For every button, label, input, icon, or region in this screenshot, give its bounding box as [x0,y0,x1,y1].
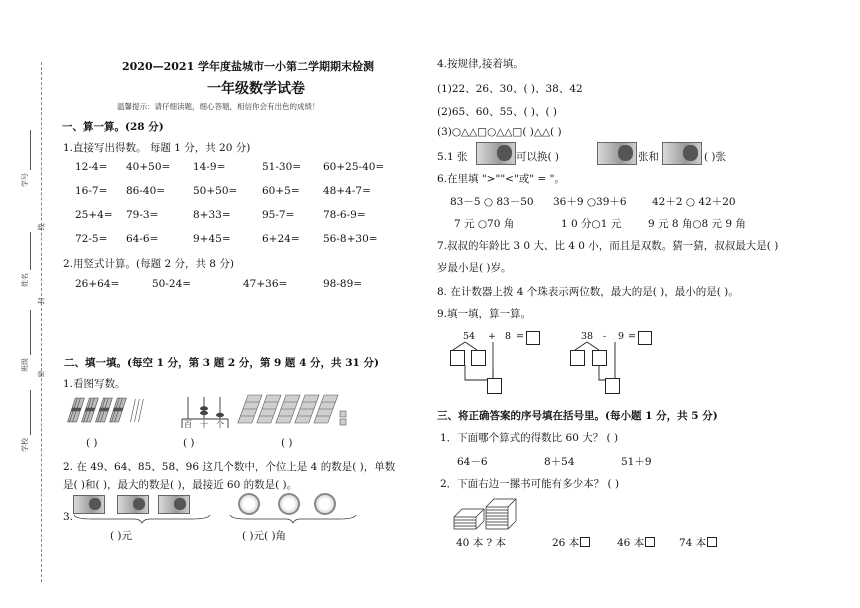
portrait-icon [618,145,633,161]
q9b-diff-box[interactable] [605,378,620,394]
portrait-icon [133,498,145,510]
oral-calc-item[interactable]: 8+33= [193,209,231,221]
s3-q1-opt-c[interactable]: 51＋9 [621,456,652,468]
exam-subtitle: 一年级数学试卷 [207,81,305,97]
oral-calc-item[interactable]: 51-30= [262,161,302,173]
vertical-calc-item[interactable]: 98-89= [323,278,363,290]
s3-q2-opt-a-box[interactable] [580,537,590,547]
s3-q1-text: 1．下面哪个算式的得数比 60 大？ ( ) [440,432,619,444]
q9b-num2: 9 [618,331,625,342]
vertical-calc-item[interactable]: 50-24= [152,278,192,290]
oral-calc-item[interactable]: 14-9= [193,161,226,173]
q4-text: 4.按规律,接着填。 [437,58,524,70]
vertical-calc-item[interactable]: 26+64= [75,278,120,290]
q6-r2-c[interactable]: 9 元 8 角○8 元 9 角 [648,218,746,230]
q9a-split-box-l[interactable] [450,350,465,366]
q2-1-blank-a[interactable]: ( ) [86,437,98,449]
cube-bundles-image [240,393,350,427]
oral-calc-item[interactable]: 86-40= [126,185,166,197]
q9b-op: - [603,331,607,342]
write-line [30,310,31,355]
abacus-tens: 十 [200,420,208,429]
s3-q2-opt-c[interactable] [679,535,717,550]
exam-title: 2020—2021 学年度盐城市一小第二学期期末检测 [122,60,375,73]
oral-calc-item[interactable]: 78-6-9= [323,209,366,221]
q5-part-b[interactable]: 可以换( ) [516,151,560,163]
oral-calc-item[interactable]: 79-3= [126,209,159,221]
mark-line: 线 [37,223,46,231]
write-line [30,390,31,435]
q1-2-text: 2.用竖式计算。(每题 2 分，共 8 分) [63,258,234,270]
school-label: 学校 [21,438,29,452]
mark-seal: 封 [37,297,46,305]
oral-calc-item[interactable]: 95-7= [262,209,295,221]
oral-calc-item[interactable]: 50+50= [193,185,238,197]
book-stacks-image [452,497,522,531]
q9a-result-box[interactable] [526,331,540,345]
oral-calc-item[interactable]: 12-4= [75,161,108,173]
oral-calc-item[interactable]: 64-6= [126,233,159,245]
s3-q2-opt-b-label: 46 本 [617,537,645,549]
s3-q2-opt-c-box[interactable] [707,537,717,547]
q2-3-blank-b[interactable]: ( )元( )角 [242,530,287,542]
section3-title: 三、将正确答案的序号填在括号里。(每小题 1 分，共 5 分) [437,410,718,422]
q5-part-a: 5.1 张 [437,151,468,163]
oral-calc-item[interactable]: 48+4-7= [323,185,371,197]
q2-1-blank-b[interactable]: ( ) [183,437,195,449]
q9b-eq: = [628,331,636,342]
q9b-split-box-l[interactable] [570,350,585,366]
s3-q1-opt-a[interactable]: 64－6 [457,456,488,468]
q1-1-text: 1.直接写出得数。 每题 1 分，共 20 分) [63,142,251,154]
q6-r2-b[interactable]: 1 0 分○1 元 [561,218,622,230]
q9-text: 9.填一填，算一算。 [437,308,532,320]
oral-calc-item[interactable]: 60+5= [262,185,300,197]
binding-line [41,62,42,582]
s3-q2-stack-labels: 40 本 ? 本 [456,537,507,549]
q6-r1-a[interactable]: 83－5 ○ 83－50 [450,196,534,208]
mark-dense: 密 [37,370,46,378]
s3-q2-opt-b[interactable] [617,535,655,550]
banknote-image [476,142,516,165]
vertical-calc-item[interactable]: 47+36= [243,278,288,290]
tip-text: 温馨提示：请仔细读题，细心答题，相信你会有出色的成绩！ [117,102,320,111]
s3-q2-text: 2．下面右边一摞书可能有多少本？ ( ) [440,478,620,490]
oral-calc-item[interactable]: 56-8+30= [323,233,378,245]
q9a-split-box-r[interactable] [471,350,486,366]
banknote-image [662,142,702,165]
coin-icon [314,493,336,515]
q5-part-d[interactable]: ( )张 [704,151,727,163]
q6-r1-c[interactable]: 42＋2 ○ 42＋20 [652,196,736,208]
q9a-num2: 8 [505,331,512,342]
q9b-num1: 38 [581,331,594,342]
q2-1-blank-c[interactable]: ( ) [281,437,293,449]
coin-icon [278,493,300,515]
portrait-icon [174,498,186,510]
q6-r1-b[interactable]: 36＋9 ○39＋6 [553,196,627,208]
name-label: 姓名 [21,273,29,287]
section1-title: 一、算一算。(28 分) [62,121,164,133]
q6-text: 6.在里填 ">""<"或" = "。 [437,173,565,185]
q4-3: (3)○△△□○△△□( )△△( ) [437,126,562,138]
s3-q2-opt-b-box[interactable] [645,537,655,547]
write-line [30,130,31,170]
q7-line1: 7.叔叔的年龄比 3 0 大、比 4 0 小，而且是双数。猜一猜，叔叔最大是( ) [437,240,779,252]
q9b-split-box-r[interactable] [592,350,607,366]
q2-2-line1: 2. 在 49、64、85、58、96 这几个数中，个位上是 4 的数是( )，单数 [63,461,396,473]
oral-calc-item[interactable]: 16-7= [75,185,108,197]
s3-q2-opt-c-label: 74 本 [679,537,707,549]
q4-1: (1)22、26、30、( )、38、42 [437,83,583,95]
q5-part-c: 张和 [638,151,659,163]
s3-q2-opt-a[interactable] [552,535,590,550]
q6-r2-a[interactable]: 7 元 ○70 角 [454,218,515,230]
s3-q1-opt-b[interactable]: 8＋54 [544,456,575,468]
q4-2: (2)65、60、55、( )、( ) [437,106,558,118]
oral-calc-item[interactable]: 9+45= [193,233,231,245]
q7-line2: 岁最小是( )岁。 [437,262,512,274]
class-label: 班级 [21,358,29,372]
portrait-icon [683,145,698,161]
stick-bundles-image [72,396,152,426]
portrait-icon [497,145,512,161]
oral-calc-item[interactable]: 25+4= [75,209,113,221]
q9a-op: + [488,331,496,342]
q9a-eq: = [516,331,524,342]
q2-3-label: 3. [63,511,74,523]
write-line [30,232,31,270]
banknote-image [117,495,149,514]
abacus-ones: 个 [216,420,224,429]
banknote-image [73,495,105,514]
q2-1-text: 1.看图写数。 [63,378,126,390]
coin-icon [238,493,260,515]
oral-calc-item[interactable]: 60+25-40= [323,161,385,173]
student-id-label: 学号 [21,173,29,187]
abacus-hundreds: 百 [184,420,192,429]
oral-calc-item[interactable]: 72-5= [75,233,108,245]
q9a-num1: 54 [463,331,476,342]
q2-3-blank-a[interactable]: ( )元 [110,530,133,542]
q2-2-line2: 是( )和( )，最大的数是( )，最接近 60 的数是( )。 [63,479,298,491]
q9a-sum-box[interactable] [487,378,502,394]
banknote-image [158,495,190,514]
portrait-icon [89,498,101,510]
s3-q2-opt-a-label: 26 本 [552,537,580,549]
oral-calc-item[interactable]: 40+50= [126,161,171,173]
section2-title: 二、填一填。(每空 1 分，第 3 题 2 分，第 9 题 4 分，共 31 分) [64,357,379,369]
oral-calc-item[interactable]: 6+24= [262,233,300,245]
q8-text: 8. 在计数器上拨 4 个珠表示两位数，最大的是( )，最小的是( )。 [437,286,739,298]
q9b-result-box[interactable] [638,331,652,345]
banknote-image [597,142,637,165]
